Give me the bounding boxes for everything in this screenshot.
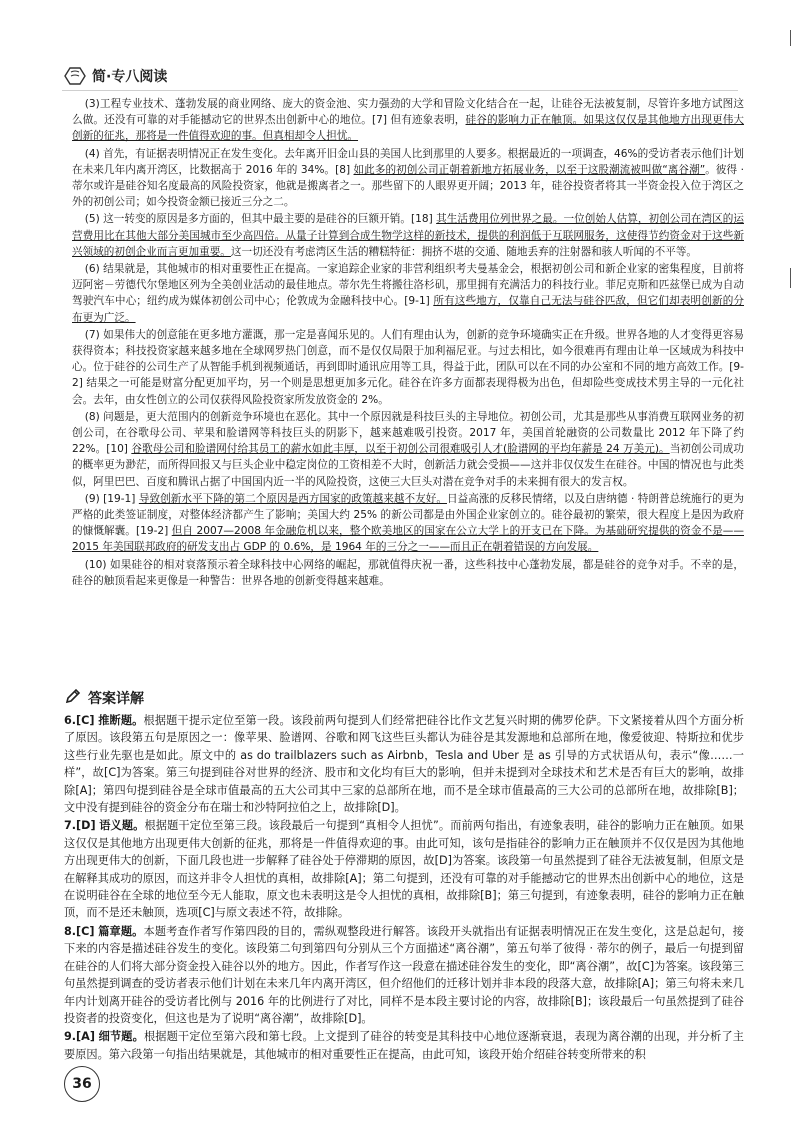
pencil-icon — [64, 687, 82, 709]
answers-section-header — [64, 688, 144, 708]
header-divider — [62, 90, 738, 91]
paragraph-7: (7) 如果伟大的创意能在更多地方灌溉，那一定是喜闻乐见的。人们有理由认为，创新的竞争环境确实正在升级。世界各地的人才变得更容易获得资本；科技投资家越来越多地在全球网罗热门创意，而不是仅仅局限于加利福尼亚。与过去相比，如今很难再有理由让单一区域成为科技中心。位于硅谷的公司生产了从智能手机到视频通话，再到即时通讯应用等工具，得益于此，团队可以在不同的办公室和不同的地方高效工作。[9-2] 结果之一可能是财富分配更加平均，另一个则是思想更加多元化。硅谷在许多方面都表现得极为出色，但却险些变成技术男主导的一元化社会。去年，由女性创立的公司仅获得风险投资家所发放资金的 2%。 — [72, 328, 744, 406]
answer-list — [64, 712, 744, 1064]
book-logo-icon — [62, 65, 88, 87]
section-title: 答案详解 — [88, 691, 144, 707]
paragraph-5: (5) 这一转变的原因是多方面的，但其中最主要的是硅谷的巨额开销。[18] 其生活费用位列世界之最。一位创始人估算，初创公司在湾区的运营费用比在其他大部分美国城市至少高四倍。从量子计算到合成生物学这样的新技术，提供的利润低于互联网服务，这使得节约资金对于这些新兴领域的初创企业而言更加重要。这一切还没有考虑湾区生活的糟糕特征：拥挤不堪的交通、随地丢弃的注射器和骇人听闻的不平等。 — [72, 213, 744, 258]
paragraph-8: (8) 问题是，更大范围内的创新竞争环境也在恶化。其中一个原因就是科技巨头的主导地位。初创公司，尤其是那些从事消费互联网业务的初创公司，在谷歌母公司、苹果和脸谱网等科技巨头的阴影下，越来越难吸引投资。2017 年，美国首轮融资的公司数量比 2012 年下降了约 22%。[10] 谷歌母公司和脸谱网付给其员工的薪水如此丰厚，以至于初创公司很难吸引人才(脸谱网的平均年薪是 24 万美元)。当初创公司成功的概率更为渺茫，而所得回报又与巨头企业中稳定岗位的工资相差不大时，创新活力就会受损——这并非仅仅发生在硅谷。中国的情况也与此类似，阿里巴巴、百度和腾讯占据了中国国内近一半的风险投资，这使三大巨头对潜在竞争对手的未来拥有很大的发言权。 — [72, 410, 745, 488]
scan-margin-mark — [790, 268, 791, 288]
answer-item: 9.[A] 细节题。根据题干定位至第六段和第七段。上文提到了硅谷的转变是其科技中心地位逐渐衰退，表现为离谷潮的出现，并分析了主要原因。第六段第一句指出结果就是，其他城市的相对重要性正在提高，由此可知，该段开始介绍硅谷转变所带来的积 — [64, 1030, 744, 1061]
answer-item: 8.[C] 篇章题。本题考查作者写作第四段的目的，需纵观整段进行解答。该段开头就指出有证据表明情况正在发生变化，这是总起句，接下来的内容是描述硅谷发生的变化。该段第二句到第四句分别从三个方面描述“离谷潮”，第五句举了彼得 · 蒂尔的例子，最后一句提到留在硅谷的人们将大部分资金投入硅谷以外的地方。因此，作者写作这一段意在描述硅谷发生的变化，即“离谷潮”，故[C]为答案。该段第三句虽然提到调查的受访者表示他们计划在未来几年内离开湾区，但介绍他们的迁移计划并非本段的段落大意，故排除[A]；第三句将未来几年内计划离开硅谷的受访者比例与 2016 年的比例进行了对比，同样不是本段主要讨论的内容，故排除[B]；该段最后一句虽然提到了硅谷投资者的投资变化，但这也是为了说明“离谷潮”，故排除[D]。 — [64, 924, 744, 1025]
header-title: 简·专八阅读 — [92, 69, 168, 85]
page-number: 36 — [64, 1066, 100, 1102]
paragraph-6: (6) 结果就是，其他城市的相对重要性正在提高。一家追踪企业家的非营利组织考夫曼基金会，根据初创公司和新企业家的密集程度，目前将迈阿密－劳德代尔堡地区列为全美创业活动的最佳地点。蒂尔先生将搬往洛杉矶，那里拥有充满活力的科技行业。菲尼克斯和匹兹堡已成为自动驾驶汽车中心；纽约成为媒体初创公司中心；伦敦成为金融科技中心。[9-1] 所有这些地方，仅靠自己无法与硅谷匹敌，但它们却表明创新的分布更为广泛。 — [72, 263, 744, 324]
answer-item: 7.[D] 语义题。根据题干定位至第三段。该段最后一句提到“真相令人担忧”。而前两句指出，有迹象表明，硅谷的影响力正在触顶。如果这仅仅是其他地方出现更伟大创新的征兆，那将是一件值得欢迎的事。由此可知，该句是指硅谷的影响力正在触顶并不仅仅是因为其他地方出现更伟大的创新，下面几段也进一步解释了硅谷处于停滞期的原因，故[D]为答案。该段第一句虽然提到了硅谷无法被复制，但原文是在解释其成功的原因，而这并非令人担忧的真相，故排除[A]；第二句提到，还没有可靠的对手能撼动它的世界杰出创新中心的地位，这是在说明硅谷在全球的地位至今无人能取，原文也未表明这是令人担忧的真相，故排除[B]；第三句提到，有迹象表明，硅谷的影响力正在触顶，而不是还未触顶，选项[C]与原文表述不符，故排除。 — [64, 819, 744, 920]
paragraph-9: (9) [19-1] 导致创新水平下降的第二个原因是西方国家的政策越来越不友好。日益高涨的反移民情绪，以及白唐纳德 · 特朗普总统施行的更为严格的此类签证制度，对整体经济都产生了影响；美国大约 25% 的新公司都是由外国企业家创立的。硅谷最初的繁荣，很大程度上是因为政府的慷慨解囊。[19-2] 但自 2007—2008 年金融危机以来，整个欧美地区的国家在公立大学上的开支已在下降。为基础研究提供的资金不是——2015 年美国联邦政府的研发支出占 GDP 的 0.6%，是 1964 年的三分之一——而且正在朝着错误的方向发展。 — [72, 492, 744, 554]
answer-item: 6.[C] 推断题。根据题干提示定位至第一段。该段前两句提到人们经常把硅谷比作文艺复兴时期的佛罗伦萨。下文紧接着从四个方面分析了原因。该段第五句是原因之一：像苹果、脸谱网、谷歌和网飞这些巨头都认为硅谷是其发源地和总部所在地，像爱彼迎、特斯拉和优步这些行业先驱也是如此。原文中的 as do trailblazers such as Airbnb，Tesla and Uber 是 as 引导的方式状语从句，表示“像……一样”，故[C]为答案。第三句提到硅谷对世界的经济、股市和文化均有巨大的影响，但并未提到对全球技术和艺术是否有巨大的影响，故排除[A]；第四句提到硅谷是全球市值最高的五大公司其中三家的总部所在地，而不是全球市值最高的三大公司的总部所在地，故排除[B]；文中没有提到硅谷的资金分布在瑞士和沙特阿拉伯之上，故排除[D]。 — [64, 714, 744, 815]
paragraph-3: (3)工程专业技术、蓬勃发展的商业网络、庞大的资金池、实力强劲的大学和冒险文化结合在一起，让硅谷无法被复制，尽管许多地方试图这么做。还没有可靠的对手能撼动它的世界杰出创新中心的地位。[7] 但有迹象表明，硅谷的影响力正在触顶。如果这仅仅是其他地方出现更伟大创新的征兆，那将是一件值得欢迎的事。但真相却令人担忧。 — [72, 98, 745, 143]
paragraph-4: (4) 首先，有证据表明情况正在发生变化。去年离开旧金山县的美国人比到那里的人要多。根据最近的一项调查，46%的受访者表示他们计划在未来几年内离开湾区，比数据高于 2016 年的 34%。[8] 如此多的初创公司正朝着新地方拓展业务，以至于这股潮流被叫做“离谷潮”。彼得 · 蒂尔或许是硅谷知名度最高的风险投资家，他就是搬离者之一。那些留下的人眼界更开阔；2013 年，硅谷投资者将其一半资金投入位于湾区之外的初创公司；如今投资金额已接近三分之二。 — [72, 147, 744, 209]
page-header — [62, 64, 167, 88]
scan-margin-mark — [790, 30, 791, 46]
paragraph-10: (10) 如果硅谷的相对衰落预示着全球科技中心网络的崛起，那就值得庆祝一番，这些科技中心蓬勃发展，都是硅谷的竞争对手。不幸的是，硅谷的触顶看起来更像是一种警告：世界各地的创新变得越来越难。 — [72, 558, 744, 587]
article-body — [72, 96, 744, 590]
